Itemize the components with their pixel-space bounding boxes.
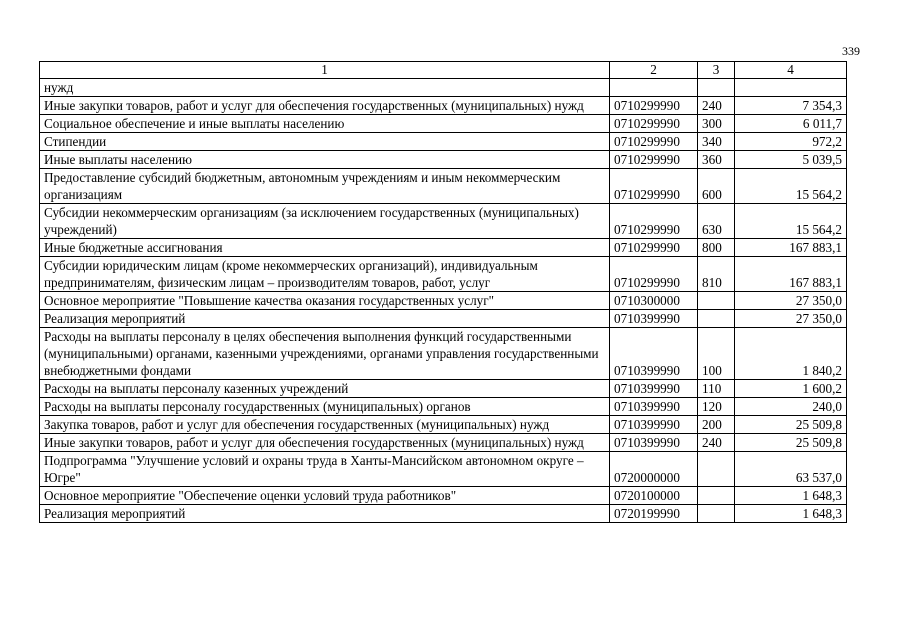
cell-expense-type-code [698,79,735,97]
table-body [40,79,847,523]
cell-amount: 63 537,0 [735,452,847,487]
cell-expense-type-code: 600 [698,169,735,204]
cell-target-article-code: 0710299990 [610,204,698,239]
table-row [40,487,847,505]
cell-target-article-code: 0710299990 [610,151,698,169]
cell-target-article-code: 0710300000 [610,292,698,310]
cell-target-article-code: 0720000000 [610,452,698,487]
table-row [40,398,847,416]
cell-amount: 1 648,3 [735,487,847,505]
cell-amount: 1 648,3 [735,505,847,523]
table-row [40,115,847,133]
cell-name: Основное мероприятие "Обеспечение оценки условий труда работников" [40,487,610,505]
table-row [40,380,847,398]
cell-name: Иные бюджетные ассигнования [40,239,610,257]
cell-amount: 15 564,2 [735,169,847,204]
cell-name: Иные закупки товаров, работ и услуг для обеспечения государственных (муниципальных) нужд [40,434,610,452]
column-header-csr: 2 [610,62,698,79]
cell-amount: 27 350,0 [735,292,847,310]
table-row [40,292,847,310]
cell-amount: 167 883,1 [735,257,847,292]
cell-target-article-code [610,79,698,97]
cell-expense-type-code: 630 [698,204,735,239]
table-row [40,310,847,328]
cell-expense-type-code [698,452,735,487]
cell-name: Субсидии юридическим лицам (кроме некоммерческих организаций), индивидуальным предпринимателям, физическим лицам – производителям товаров, работ, услуг [40,257,610,292]
cell-target-article-code: 0720100000 [610,487,698,505]
cell-expense-type-code: 300 [698,115,735,133]
cell-name: нужд [40,79,610,97]
cell-expense-type-code: 200 [698,416,735,434]
table-row [40,505,847,523]
cell-expense-type-code: 110 [698,380,735,398]
cell-amount: 167 883,1 [735,239,847,257]
cell-target-article-code: 0710399990 [610,398,698,416]
page-number: 339 [842,44,860,58]
column-header-name: 1 [40,62,610,79]
cell-target-article-code: 0710299990 [610,169,698,204]
table-row [40,452,847,487]
cell-target-article-code: 0720199990 [610,505,698,523]
cell-expense-type-code: 340 [698,133,735,151]
cell-expense-type-code: 120 [698,398,735,416]
cell-amount: 240,0 [735,398,847,416]
table-row [40,434,847,452]
cell-name: Расходы на выплаты персоналу казенных учреждений [40,380,610,398]
cell-amount: 15 564,2 [735,204,847,239]
table-row [40,133,847,151]
table-row [40,97,847,115]
cell-target-article-code: 0710299990 [610,133,698,151]
cell-name: Основное мероприятие "Повышение качества оказания государственных услуг" [40,292,610,310]
cell-name: Реализация мероприятий [40,505,610,523]
budget-table [39,61,847,523]
cell-expense-type-code: 800 [698,239,735,257]
cell-name: Социальное обеспечение и иные выплаты населению [40,115,610,133]
cell-name: Иные выплаты населению [40,151,610,169]
cell-name: Реализация мероприятий [40,310,610,328]
cell-amount: 6 011,7 [735,115,847,133]
cell-target-article-code: 0710299990 [610,97,698,115]
cell-expense-type-code: 240 [698,434,735,452]
cell-amount: 5 039,5 [735,151,847,169]
table-row [40,416,847,434]
cell-amount: 25 509,8 [735,416,847,434]
table-row [40,204,847,239]
cell-amount [735,79,847,97]
cell-name: Расходы на выплаты персоналу в целях обеспечения выполнения функций государственными (муниципальными) органами, казенными учреждениями, органами управления государственными внебюджетными фондами [40,328,610,380]
cell-expense-type-code [698,505,735,523]
cell-target-article-code: 0710399990 [610,310,698,328]
cell-target-article-code: 0710299990 [610,115,698,133]
table-row [40,151,847,169]
cell-expense-type-code: 360 [698,151,735,169]
cell-name: Расходы на выплаты персоналу государственных (муниципальных) органов [40,398,610,416]
cell-target-article-code: 0710399990 [610,328,698,380]
cell-target-article-code: 0710399990 [610,380,698,398]
cell-name: Иные закупки товаров, работ и услуг для обеспечения государственных (муниципальных) нужд [40,97,610,115]
column-header-vr: 3 [698,62,735,79]
cell-name: Предоставление субсидий бюджетным, автономным учреждениям и иным некоммерческим организациям [40,169,610,204]
cell-name: Стипендии [40,133,610,151]
cell-expense-type-code [698,292,735,310]
cell-amount: 1 600,2 [735,380,847,398]
cell-target-article-code: 0710299990 [610,257,698,292]
cell-amount: 972,2 [735,133,847,151]
cell-target-article-code: 0710399990 [610,416,698,434]
table-header-row [40,62,847,79]
cell-expense-type-code [698,310,735,328]
column-header-sum: 4 [735,62,847,79]
cell-name: Закупка товаров, работ и услуг для обеспечения государственных (муниципальных) нужд [40,416,610,434]
cell-target-article-code: 0710399990 [610,434,698,452]
cell-expense-type-code: 100 [698,328,735,380]
cell-amount: 1 840,2 [735,328,847,380]
table-row [40,79,847,97]
cell-name: Подпрограмма "Улучшение условий и охраны труда в Ханты-Мансийском автономном округе – Югре" [40,452,610,487]
table-row [40,328,847,380]
table-row [40,257,847,292]
cell-target-article-code: 0710299990 [610,239,698,257]
cell-amount: 27 350,0 [735,310,847,328]
table-row [40,239,847,257]
table-row [40,169,847,204]
cell-amount: 7 354,3 [735,97,847,115]
cell-name: Субсидии некоммерческим организациям (за исключением государственных (муниципальных) учреждений) [40,204,610,239]
cell-amount: 25 509,8 [735,434,847,452]
cell-expense-type-code [698,487,735,505]
cell-expense-type-code: 810 [698,257,735,292]
cell-expense-type-code: 240 [698,97,735,115]
